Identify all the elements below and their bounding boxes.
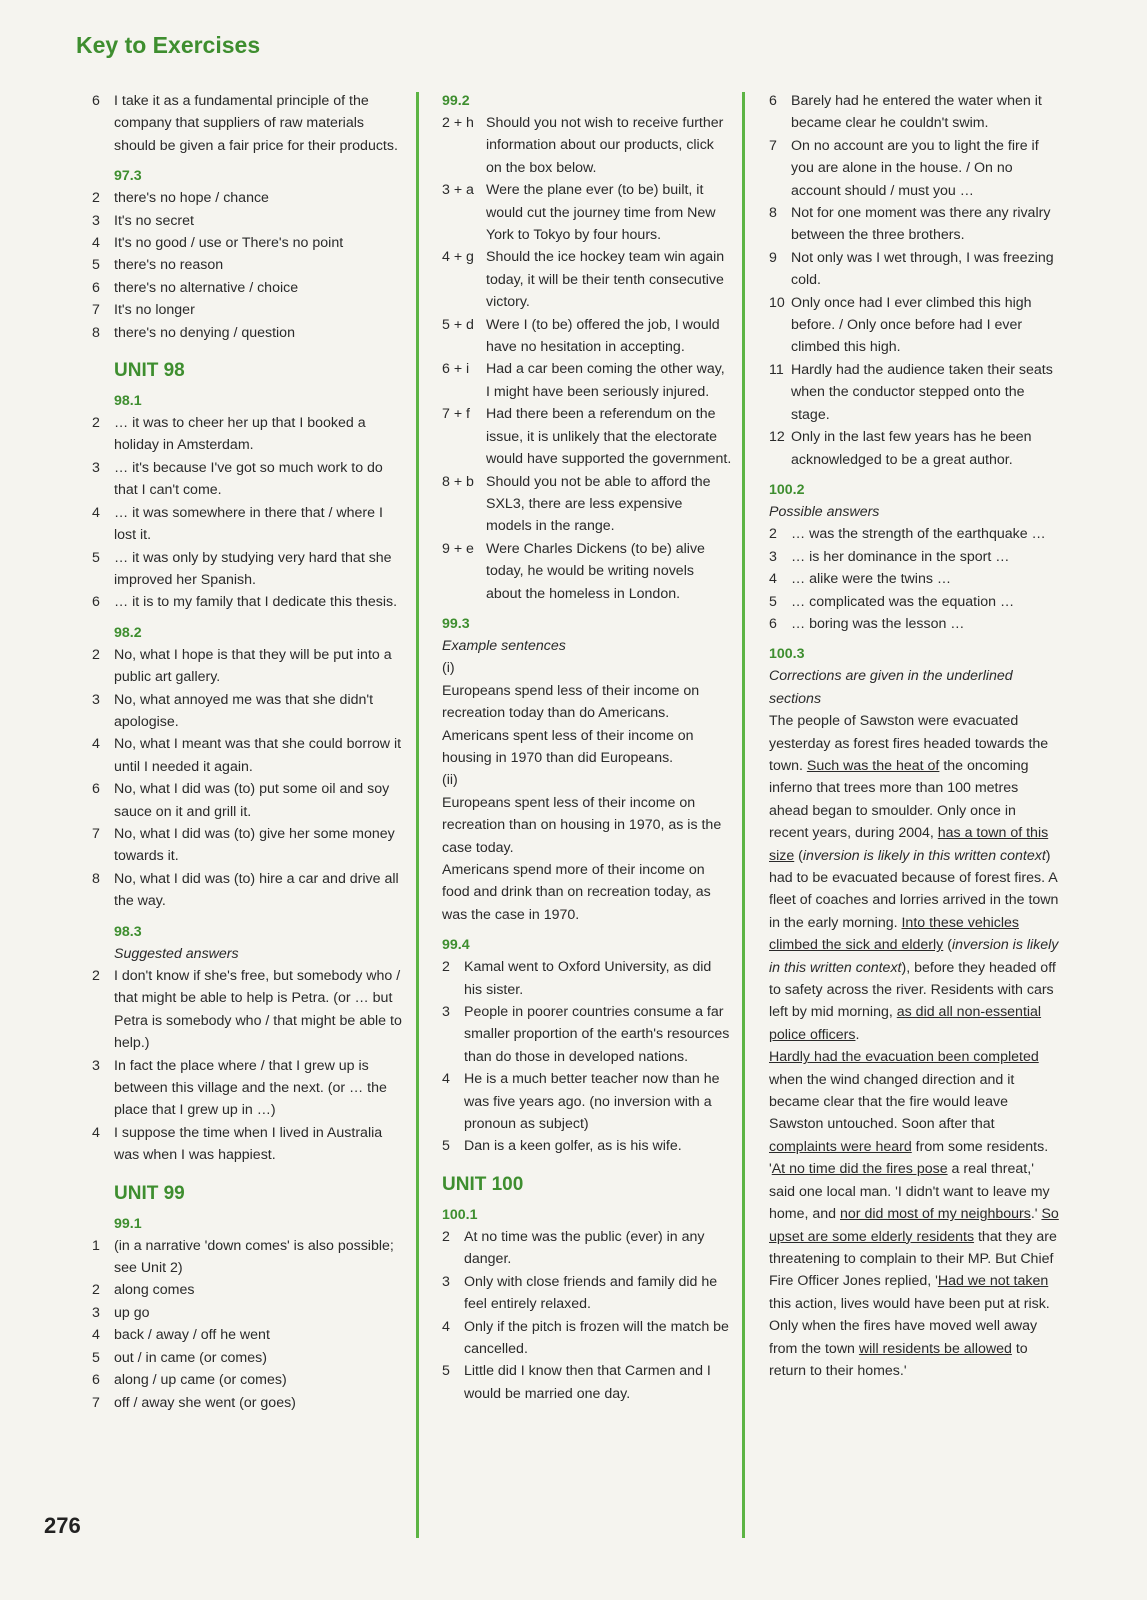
page-title: Key to Exercises bbox=[76, 32, 261, 58]
list-item: 11 Hardly had the audience taken their seats when the conductor stepped onto the stage. bbox=[769, 361, 1053, 423]
roman-label: (i) bbox=[442, 660, 455, 677]
list-item: 2 … it was to cheer her up that I booked a holiday in Amsterdam. bbox=[92, 415, 366, 454]
exercise-heading: 99.3 bbox=[442, 615, 470, 632]
list-item: 5 Dan is a keen golfer, as is his wife. bbox=[442, 1138, 682, 1155]
page-number: 276 bbox=[44, 1513, 81, 1538]
correction: Into these vehicles climbed the sick and elderly bbox=[769, 914, 1019, 954]
list-item: 5 Little did I know then that Carmen and I would be married one day. bbox=[442, 1363, 711, 1402]
unit-heading: UNIT 98 bbox=[114, 360, 185, 382]
correction: Had we not taken bbox=[937, 1273, 1049, 1290]
column-left bbox=[92, 90, 404, 1422]
exercise-note: Corrections are given in the underlined sections bbox=[769, 668, 1013, 707]
list-item: 5 + d Were I (to be) offered the job, I would have no hesitation in accepting. bbox=[442, 316, 720, 356]
correction: Hardly had the evacuation been completed bbox=[769, 1049, 1039, 1066]
exercise-100-3 bbox=[769, 643, 1059, 1382]
exercise-100-2 bbox=[769, 479, 1059, 635]
correction: as did all non-essential police officers bbox=[769, 1004, 1042, 1043]
exercise-98-2 bbox=[92, 622, 404, 913]
exercise-97-3 bbox=[92, 165, 404, 344]
list-item: 6 there's no alternative / choice bbox=[92, 279, 299, 296]
list-item: 3 In fact the place where / that I grew up is between this village and the next. (or … the place that I grew up in …) bbox=[92, 1057, 387, 1119]
list-item: 4 No, what I meant was that she could borrow it until I needed it again. bbox=[92, 736, 402, 775]
list-item: 10 Only once had I ever climbed this high before. / Only once before had I ever climbed this high. bbox=[769, 294, 1032, 356]
correction: At no time did the fires pose bbox=[771, 1161, 948, 1178]
list-item: 7 No, what I did was (to) give her some money towards it. bbox=[92, 825, 395, 865]
list-item: 2 … was the strength of the earthquake … bbox=[769, 526, 1046, 543]
exercise-99-2 bbox=[442, 90, 732, 605]
list-item: 5 there's no reason bbox=[92, 257, 224, 274]
list-item: 2 along comes bbox=[92, 1282, 195, 1299]
exercise-98-3 bbox=[92, 921, 404, 1167]
column-divider bbox=[416, 92, 419, 1538]
list-item: 2 there's no hope / chance bbox=[92, 190, 269, 207]
correction: will residents be allowed bbox=[858, 1340, 1012, 1357]
list-item: 7 It's no longer bbox=[92, 302, 195, 319]
list-item: 4 + g Should the ice hockey team win again today, it will be their tenth consecutive victory. bbox=[442, 249, 725, 311]
list-item: 3 + a Were the plane ever (to be) built, it would cut the journey time from New York to Tokyo by four hours. bbox=[442, 182, 716, 244]
correction: has a town of this size bbox=[769, 825, 1049, 864]
list-item: 2 At no time was the public (ever) in any danger. bbox=[442, 1228, 705, 1268]
list-item: 3 It's no secret bbox=[92, 212, 194, 229]
example-sentence: Europeans spent less of their income on recreation than on housing in 1970, as is the case today. bbox=[442, 794, 722, 856]
column-divider bbox=[742, 92, 745, 1538]
exercise-100-1 bbox=[442, 1204, 732, 1405]
list-item: 2 I don't know if she's free, but somebody who / that might be able to help is Petra. (or … but Petra is somebody who / that might be able to help.) bbox=[92, 968, 402, 1052]
list-item: 4 … it was somewhere in there that / where I lost it. bbox=[92, 504, 383, 544]
correction: So upset are some elderly residents bbox=[769, 1206, 1059, 1245]
list-item: 3 up go bbox=[92, 1304, 150, 1321]
list-item: 2 No, what I hope is that they will be put into a public art gallery. bbox=[92, 646, 392, 686]
exercise-99-1 bbox=[92, 1213, 404, 1414]
correction: complaints were heard bbox=[769, 1138, 912, 1155]
list-item: 4 He is a much better teacher now than he was five years ago. (no inversion with a pronoun as subject) bbox=[442, 1071, 720, 1133]
exercise-heading: 100.2 bbox=[769, 481, 805, 498]
unit-heading: UNIT 100 bbox=[442, 1173, 524, 1195]
list-item: 6 … it is to my family that I dedicate this thesis. bbox=[92, 594, 398, 611]
exercise-99-4 bbox=[442, 934, 732, 1158]
exercise-note: Suggested answers bbox=[114, 945, 239, 962]
news-paragraph: Hardly had the evacuation been completed when the wind changed direction and it became clear that the fire would leave Sawston untouched. Soon after that complaints were heard from some residents. 'At no time did the fires pose a real threat,' said one local man. 'I didn't want to leave my home, and nor did most of my neighbours.' So upset are some elderly residents that they are threatening to complain to their MP. But Chief Fire Officer Jones replied, 'Had we not taken this action, lives would have been put at risk. Only when the fires have moved well away from the town will residents be allowed to return to their homes.' bbox=[769, 1049, 1059, 1379]
list-item: 8 No, what I did was (to) hire a car and drive all the way. bbox=[92, 870, 399, 910]
example-sentence: Americans spend more of their income on food and drink than on recreation today, as was the case in 1970. bbox=[442, 862, 711, 923]
correction: Such was the heat of bbox=[806, 757, 940, 774]
roman-label: (ii) bbox=[442, 772, 458, 789]
list-item: 12 Only in the last few years has he been acknowledged to be a great author. bbox=[769, 429, 1032, 468]
exercise-heading: 99.4 bbox=[442, 937, 470, 954]
exercise-98-1 bbox=[92, 390, 404, 614]
list-item: 4 Only if the pitch is frozen will the match be cancelled. bbox=[442, 1318, 729, 1357]
list-item: 7 On no account are you to light the fire if you are alone in the house. / On no account should / must you … bbox=[769, 137, 1039, 199]
list-item: 9 Not only was I wet through, I was freezing cold. bbox=[769, 249, 1054, 289]
example-sentence: Americans spent less of their income on housing in 1970 than did Europeans. bbox=[442, 727, 694, 766]
exercise-heading: 99.1 bbox=[114, 1215, 142, 1232]
exercise-heading: 98.1 bbox=[114, 393, 142, 410]
exercise-heading: 98.2 bbox=[114, 624, 142, 641]
list-item: 7 + f Had there been a referendum on the issue, it is unlikely that the electorate would have supported the government. bbox=[442, 406, 732, 468]
list-item: 3 No, what annoyed me was that she didn't apologise. bbox=[92, 691, 374, 730]
exercise-heading: 98.3 bbox=[114, 923, 142, 940]
list-item: 6 … boring was the lesson … bbox=[769, 615, 965, 632]
list-item: 8 + b Should you not be able to afford the SXL3, there are less expensive models in the range. bbox=[442, 473, 711, 535]
exercise-note: Possible answers bbox=[769, 503, 880, 520]
list-item: 3 … it's because I've got so much work to do that I can't come. bbox=[92, 459, 383, 499]
list-item: 6 along / up came (or comes) bbox=[92, 1372, 287, 1389]
list-item: 2 Kamal went to Oxford University, as did his sister. bbox=[442, 959, 712, 998]
list-item: 5 out / in came (or comes) bbox=[92, 1349, 267, 1366]
list-item: 3 … is her dominance in the sport … bbox=[769, 548, 1010, 565]
example-sentence: Europeans spend less of their income on recreation today than do Americans. bbox=[442, 682, 700, 722]
list-item: 5 … complicated was the equation … bbox=[769, 593, 1015, 610]
exercise-heading: 97.3 bbox=[114, 168, 142, 185]
list-item: 4 … alike were the twins … bbox=[769, 571, 952, 588]
list-item: 8 there's no denying / question bbox=[92, 324, 295, 341]
unit-heading: UNIT 99 bbox=[114, 1182, 185, 1204]
list-item: 3 People in poorer countries consume a far smaller proportion of the earth's resources than do those in developed nations. bbox=[442, 1004, 730, 1065]
list-item: 8 Not for one moment was there any rivalry between the three brothers. bbox=[769, 205, 1051, 244]
list-item: 4 I suppose the time when I lived in Australia was when I was happiest. bbox=[92, 1124, 383, 1164]
list-item: 9 + e Were Charles Dickens (to be) alive today, he would be writing novels about the homeless in London. bbox=[442, 540, 705, 602]
list-item: 1 (in a narrative 'down comes' is also possible; see Unit 2) bbox=[92, 1237, 394, 1277]
list-item: 5 … it was only by studying very hard that she improved her Spanish. bbox=[92, 549, 392, 588]
list-item: 6 No, what I did was (to) put some oil and soy sauce on it and grill it. bbox=[92, 781, 390, 820]
list-item: 6 I take it as a fundamental principle of the company that suppliers of raw materials should be given a fair price for their products. bbox=[92, 93, 398, 154]
news-paragraph: The people of Sawston were evacuated yesterday as forest fires headed towards the town. Such was the heat of the oncoming inferno that trees more than 100 metres ahead began to smoulder. Only once in recent years, during 2004, has a town of this size (inversion is likely in this written context) had to be evacuated because of forest fires. A fleet of coaches and lorries arrived in the town in the early morning. Into these vehicles climbed the sick and elderly (inversion is likely in this written context), before they headed off to safety across the river. Residents with cars left by mid morning, as did all non-essential police officers. bbox=[769, 713, 1059, 1043]
list-item: 3 Only with close friends and family did he feel entirely relaxed. bbox=[442, 1273, 718, 1313]
list-item: 4 It's no good / use or There's no point bbox=[92, 235, 344, 252]
column-middle bbox=[442, 90, 732, 1413]
exercise-note: Example sentences bbox=[442, 637, 566, 654]
exercise-heading: 99.2 bbox=[442, 93, 470, 109]
list-item: 4 back / away / off he went bbox=[92, 1327, 270, 1344]
list-item: 7 off / away she went (or goes) bbox=[92, 1394, 296, 1411]
exercise-99-3 bbox=[442, 613, 732, 926]
column-right bbox=[769, 90, 1059, 1390]
list-item: 2 + h Should you not wish to receive further information about our products, click on the box below. bbox=[442, 115, 724, 176]
correction: nor did most of my neighbours bbox=[840, 1206, 1031, 1223]
exercise-heading: 100.3 bbox=[769, 646, 805, 663]
list-item: 6 + i Had a car been coming the other way, I might have been seriously injured. bbox=[442, 361, 725, 400]
exercise-heading: 100.1 bbox=[442, 1206, 478, 1223]
list-item: 6 Barely had he entered the water when it became clear he couldn't swim. bbox=[769, 93, 1042, 132]
